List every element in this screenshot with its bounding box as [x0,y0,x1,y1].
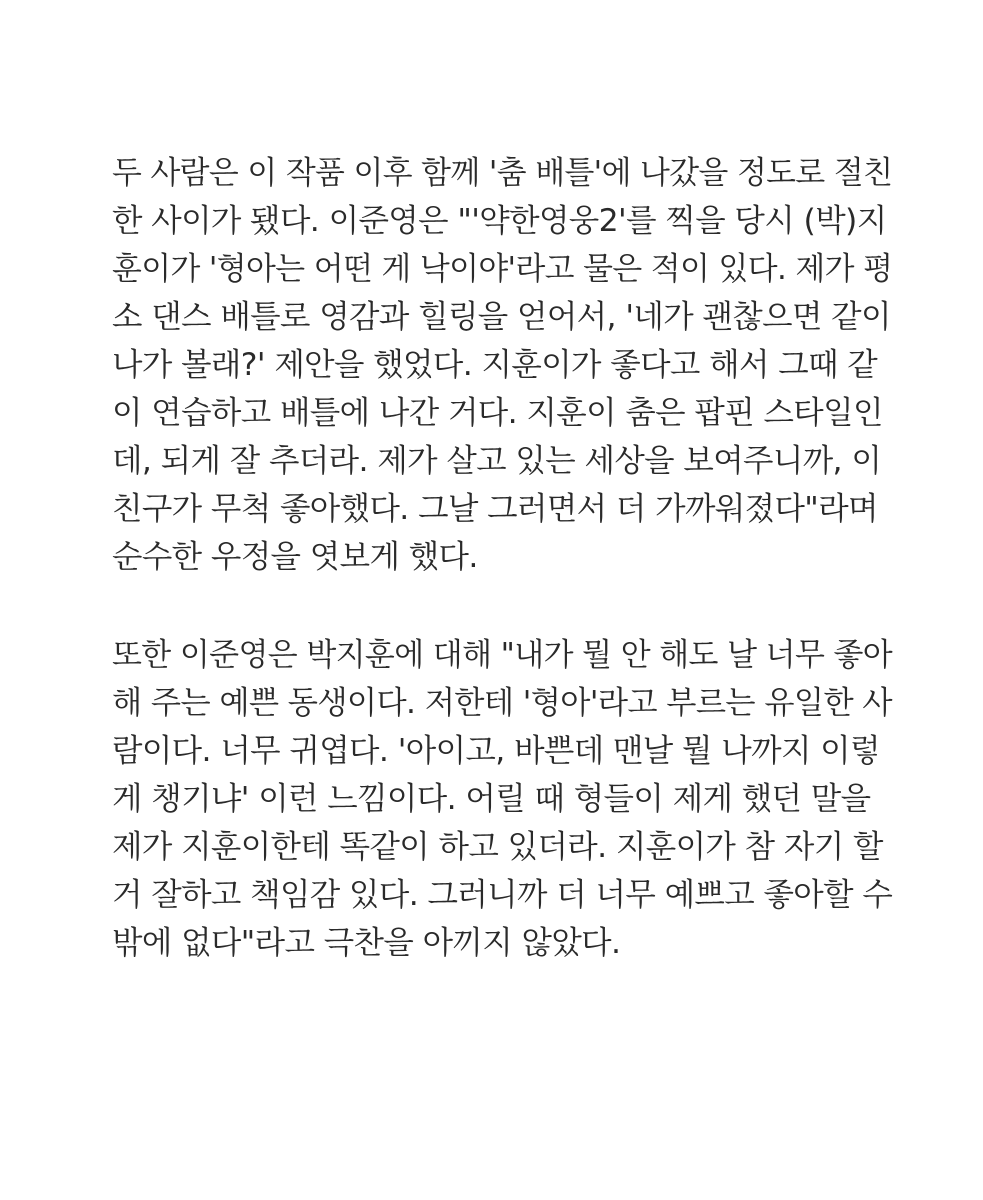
text-line: 밖에 없다"라고 극찬을 아끼지 않았다. [112,925,621,961]
text-line: 훈이가 '형아는 어떤 게 낙이야'라고 물은 적이 있다. 제가 평 [112,251,893,287]
text-line: 게 챙기냐' 이런 느낌이다. 어릴 때 형들이 제게 했던 말을 [112,781,871,817]
text-line: 람이다. 너무 귀엽다. '아이고, 바쁜데 맨날 뭘 나까지 이렇 [112,733,880,769]
text-line: 친구가 무척 좋아했다. 그날 그러면서 더 가까워졌다"라며 [112,491,878,527]
text-line: 제가 지훈이한테 똑같이 하고 있더라. 지훈이가 참 자기 할 [112,829,883,865]
text-line: 이 연습하고 배틀에 나간 거다. 지훈이 춤은 팝핀 스타일인 [112,395,883,431]
text-line: 한 사이가 됐다. 이준영은 "'약한영웅2'를 찍을 당시 (박)지 [112,203,887,239]
paragraph-1 [112,149,892,581]
paragraph-2 [112,631,892,967]
text-line: 해 주는 예쁜 동생이다. 저한테 '형아'라고 부르는 유일한 사 [112,685,892,721]
text-line: 순수한 우정을 엿보게 했다. [112,539,478,575]
text-line: 데, 되게 잘 추더라. 제가 살고 있는 세상을 보여주니까, 이 [112,443,882,479]
text-line: 나가 볼래?' 제안을 했었다. 지훈이가 좋다고 해서 그때 같 [112,347,878,383]
text-line: 두 사람은 이 작품 이후 함께 '춤 배틀'에 나갔을 정도로 절친 [112,155,893,191]
text-line: 소 댄스 배틀로 영감과 힐링을 얻어서, '네가 괜찮으면 같이 [112,299,891,335]
text-line: 거 잘하고 책임감 있다. 그러니까 더 너무 예쁘고 좋아할 수 [112,877,893,913]
article-body [112,149,892,967]
text-line: 또한 이준영은 박지훈에 대해 "내가 뭘 안 해도 날 너무 좋아 [112,637,893,673]
